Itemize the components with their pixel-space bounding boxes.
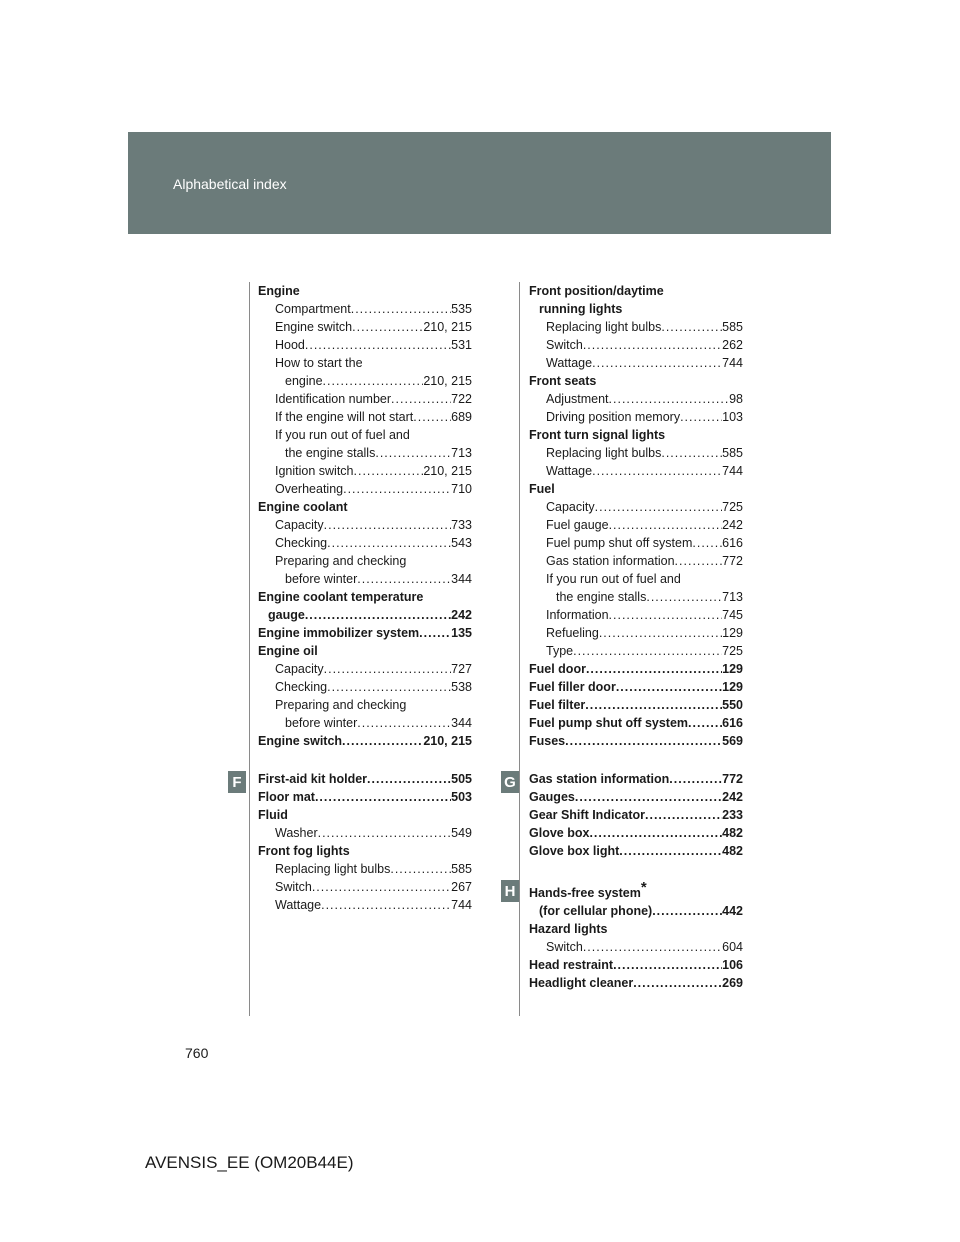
left-column-rule [249,282,250,1016]
index-entry: Compartment ..... 535 [258,300,472,318]
index-heading: Hazard lights [529,922,608,936]
index-entry: Fuel pump shut off system ..... 616 [529,714,743,732]
index-entry: engine ..... 210, 215 [258,372,472,390]
index-heading: Front turn signal lights [529,428,666,442]
index-entry: Switch ..... 262 [529,336,743,354]
index-entry: the engine stalls ..... 713 [529,588,743,606]
section-tab-h: H [501,880,519,902]
index-entry: before winter ..... 344 [258,570,472,588]
index-heading: Engine coolant temperature [258,590,424,604]
index-entry: Checking ..... 543 [258,534,472,552]
index-column-left [258,282,472,914]
index-entry: Fuses ..... 569 [529,732,743,750]
section-tab-f: F [228,771,246,793]
index-heading: running lights [539,302,623,316]
index-entry: How to start the [275,356,363,370]
index-entry: If you run out of fuel and [546,572,681,586]
index-entry: Wattage ..... 744 [529,462,743,480]
index-entry: Fuel filler door ..... 129 [529,678,743,696]
index-entry: Engine switch ..... 210, 215 [258,732,472,750]
index-entry: Glove box ..... 482 [529,824,743,842]
index-entry: Glove box light ..... 482 [529,842,743,860]
index-heading: Engine oil [258,644,318,658]
index-entry: Fuel pump shut off system ..... 616 [529,534,743,552]
index-entry: Head restraint ..... 106 [529,956,743,974]
index-entry: Replacing light bulbs ..... 585 [529,444,743,462]
index-entry: Gear Shift Indicator ..... 233 [529,806,743,824]
index-entry: Fuel door ..... 129 [529,660,743,678]
page-header [128,132,831,234]
index-entry: First-aid kit holder ..... 505 [258,770,472,788]
index-entry: Capacity ..... 725 [529,498,743,516]
index-heading: Fuel [529,482,555,496]
index-entry: gauge ..... 242 [258,606,472,624]
index-heading: Front position/daytime [529,284,664,298]
index-entry: Engine immobilizer system ..... 135 [258,624,472,642]
index-entry: Capacity ..... 727 [258,660,472,678]
document-footer: AVENSIS_EE (OM20B44E) [145,1153,354,1172]
index-column-right [529,282,743,992]
index-heading: Front seats [529,374,597,388]
index-entry: Replacing light bulbs ..... 585 [258,860,472,878]
index-entry: Floor mat ..... 503 [258,788,472,806]
index-entry: Identification number ..... 722 [258,390,472,408]
index-heading: Fluid [258,808,288,822]
index-entry: Engine switch ..... 210, 215 [258,318,472,336]
index-entry: before winter ..... 344 [258,714,472,732]
index-entry: Gauges ..... 242 [529,788,743,806]
index-entry: Switch ..... 604 [529,938,743,956]
index-entry: Adjustment ..... 98 [529,390,743,408]
section-tab-g: G [501,771,519,793]
index-heading: Engine coolant [258,500,348,514]
right-column-rule [519,282,520,1016]
index-heading: Engine [258,284,300,298]
index-entry: Overheating ..... 710 [258,480,472,498]
page-number: 760 [185,1045,209,1061]
index-heading: Hands-free system* [529,879,647,900]
index-entry: Fuel gauge ..... 242 [529,516,743,534]
index-entry: Hood ..... 531 [258,336,472,354]
index-entry: Capacity ..... 733 [258,516,472,534]
footnote-asterisk: * [640,879,647,896]
index-entry: Driving position memory ..... 103 [529,408,743,426]
index-entry: Wattage ..... 744 [529,354,743,372]
index-entry: (for cellular phone) ..... 442 [529,902,743,920]
index-entry: Replacing light bulbs ..... 585 [529,318,743,336]
index-entry: Refueling ..... 129 [529,624,743,642]
index-entry: Washer ..... 549 [258,824,472,842]
index-entry: the engine stalls ..... 713 [258,444,472,462]
index-entry: If the engine will not start ..... 689 [258,408,472,426]
index-entry: Preparing and checking [275,698,407,712]
index-entry: Switch ..... 267 [258,878,472,896]
index-entry: If you run out of fuel and [275,428,410,442]
index-heading: Front fog lights [258,844,350,858]
index-entry: Headlight cleaner ..... 269 [529,974,743,992]
index-entry: Checking ..... 538 [258,678,472,696]
index-entry: Type ..... 725 [529,642,743,660]
index-entry: Ignition switch ..... 210, 215 [258,462,472,480]
index-entry: Information ..... 745 [529,606,743,624]
header-title: Alphabetical index [173,176,287,192]
index-entry: Gas station information ..... 772 [529,770,743,788]
index-entry: Preparing and checking [275,554,407,568]
index-entry: Fuel filter ..... 550 [529,696,743,714]
index-entry: Wattage ..... 744 [258,896,472,914]
index-entry: Gas station information ..... 772 [529,552,743,570]
